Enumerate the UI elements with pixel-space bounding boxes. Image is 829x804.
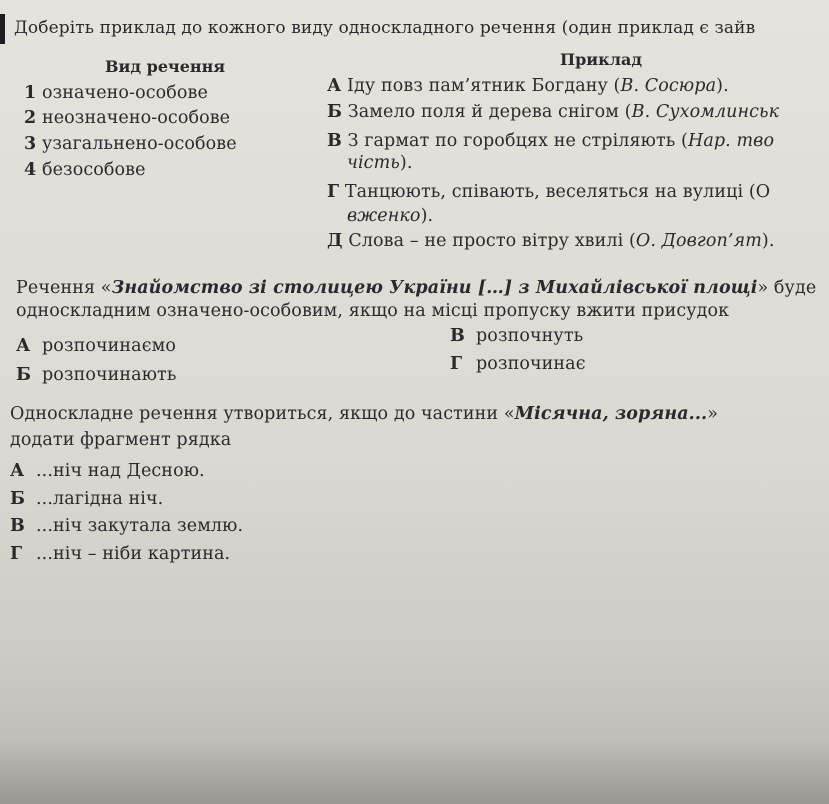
- example-g: Г Танцюють, співають, веселяться на вулиці (О: [327, 182, 771, 202]
- page-bottom-shadow: [0, 740, 829, 804]
- example-d: Д Слова – не просто вітру хвилі (О. Довгоп’ят).: [327, 231, 775, 251]
- task2-option-b: Б розпочинають: [16, 365, 177, 385]
- task3-option-v: В ...ніч закутала землю.: [10, 516, 244, 536]
- example-a: А Іду повз пам’ятник Богдану (В. Сосюра).: [327, 76, 729, 96]
- type-item-1: 1 означено-особове: [24, 83, 208, 103]
- task2-option-g: Г розпочинає: [450, 354, 586, 374]
- task3-option-b: Б ...лагідна ніч.: [10, 489, 164, 509]
- column-header-type: Вид речення: [105, 57, 226, 76]
- task2-option-a: А розпочинаємо: [16, 336, 176, 356]
- task3-option-g: Г ...ніч – ніби картина.: [10, 544, 231, 564]
- task3-question-line1: Односкладне речення утвориться, якщо до частини «Місячна, зоряна...»: [10, 404, 719, 424]
- type-item-4: 4 безособове: [24, 160, 146, 180]
- column-header-example: Приклад: [560, 50, 643, 69]
- type-item-3: 3 узагальнено-особове: [24, 134, 237, 154]
- example-v: В З гармат по горобцях не стріляють (Нар. тво: [327, 131, 775, 151]
- task3-option-a: А ...ніч над Десною.: [10, 461, 205, 481]
- task2-option-v: В розпочнуть: [450, 326, 584, 346]
- task2-question-line2: односкладним означено-особовим, якщо на місці пропуску вжити присудок: [16, 301, 730, 321]
- task-marker: [0, 14, 5, 44]
- task1-instruction: Доберіть приклад до кожного виду односкладного речення (один приклад є зайв: [14, 18, 756, 38]
- example-b: Б Замело поля й дерева снігом (В. Сухомлинськ: [327, 102, 780, 122]
- type-item-2: 2 неозначено-особове: [24, 108, 231, 128]
- task2-question-line1: Речення «Знайомство зі столицею України […] з Михайлівської площі» буде: [16, 278, 817, 298]
- example-v-continued: чість).: [347, 153, 413, 173]
- task3-question-line2: додати фрагмент рядка: [10, 430, 232, 450]
- example-g-continued: вженко).: [347, 206, 434, 226]
